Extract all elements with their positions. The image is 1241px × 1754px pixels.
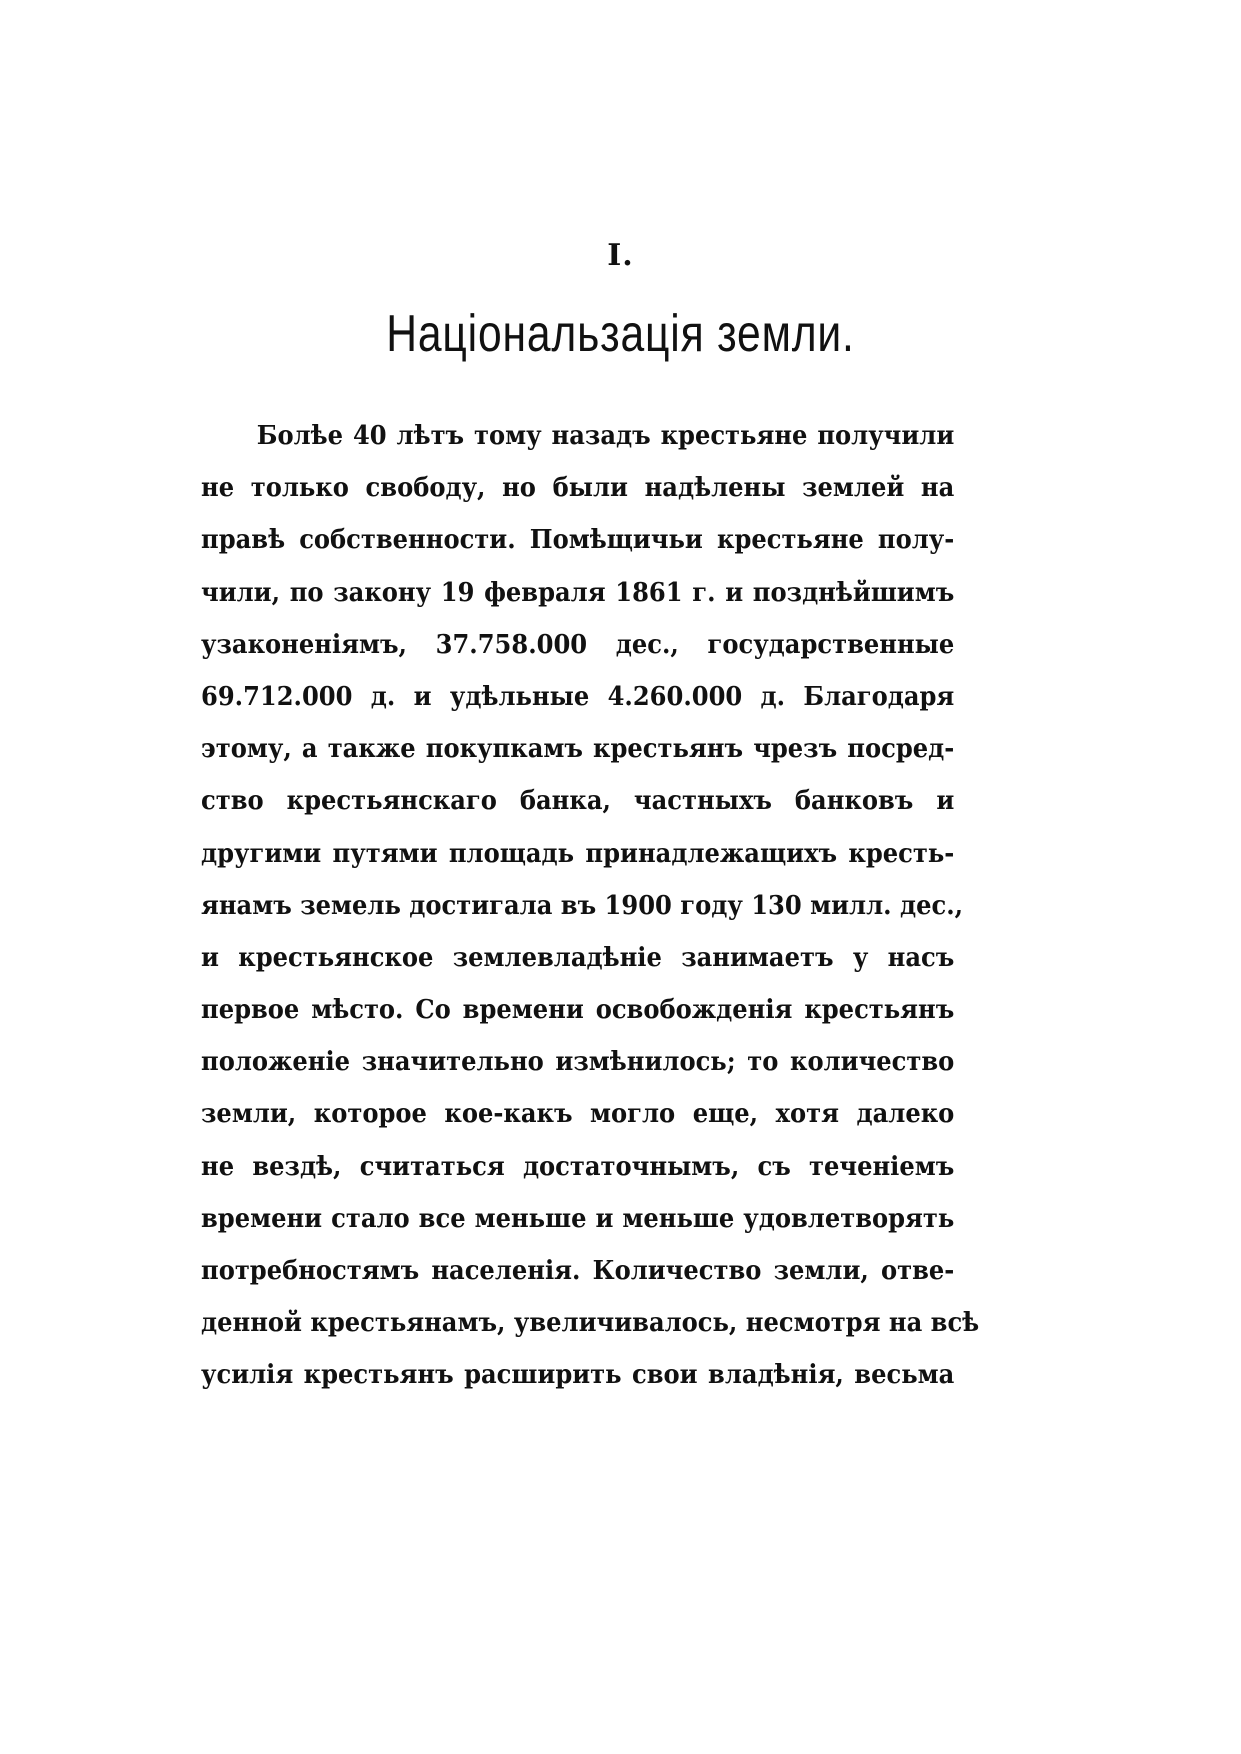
text-line: усилія крестьянъ расширить свои владѣнія, весьма: [201, 1360, 955, 1391]
text-line: денной крестьянамъ, увеличивалось, несмотря на всѣ: [201, 1308, 980, 1339]
text-line: чили, по закону 19 февраля 1861 г. и позднѣйшимъ: [201, 577, 955, 608]
text-line: этому, а также покупкамъ крестьянъ чрезъ посред-: [201, 734, 955, 765]
text-line: земли, которое кое-какъ могло еще, хотя далеко: [201, 1099, 955, 1130]
text-line: узаконеніямъ, 37.758.000 дес., государственные: [201, 629, 955, 660]
text-line: другими путями площадь принадлежащихъ кресть-: [201, 838, 955, 869]
text-line: 69.712.000 д. и удѣльные 4.260.000 д. Благодаря: [201, 681, 955, 712]
chapter-title: Національзація земли.: [386, 305, 855, 363]
text-line: времени стало все меньше и меньше удовлетворять: [201, 1203, 955, 1234]
body-text: [201, 410, 980, 1402]
text-line: ство крестьянскаго банка, частныхъ банковъ и: [201, 786, 955, 817]
text-line: первое мѣсто. Со времени освобожденія крестьянъ: [201, 995, 955, 1026]
text-line: положеніе значительно измѣнилось; то количество: [201, 1047, 955, 1078]
text-line: Болѣе 40 лѣтъ тому назадъ крестьяне получили: [256, 421, 955, 451]
text-line: правѣ собственности. Помѣщичьи крестьяне полу-: [201, 525, 955, 556]
text-line: янамъ земель достигала въ 1900 году 130 милл. дес.,: [201, 890, 964, 921]
text-line: и крестьянское землевладѣніе занимаетъ у насъ: [201, 942, 955, 973]
text-line: потребностямъ населенія. Количество земли, отве-: [201, 1256, 955, 1286]
text-line: не вездѣ, считаться достаточнымъ, съ теченіемъ: [201, 1151, 955, 1182]
text-line: не только свободу, но были надѣлены землей на: [201, 473, 955, 504]
chapter-number: I.: [607, 238, 634, 273]
